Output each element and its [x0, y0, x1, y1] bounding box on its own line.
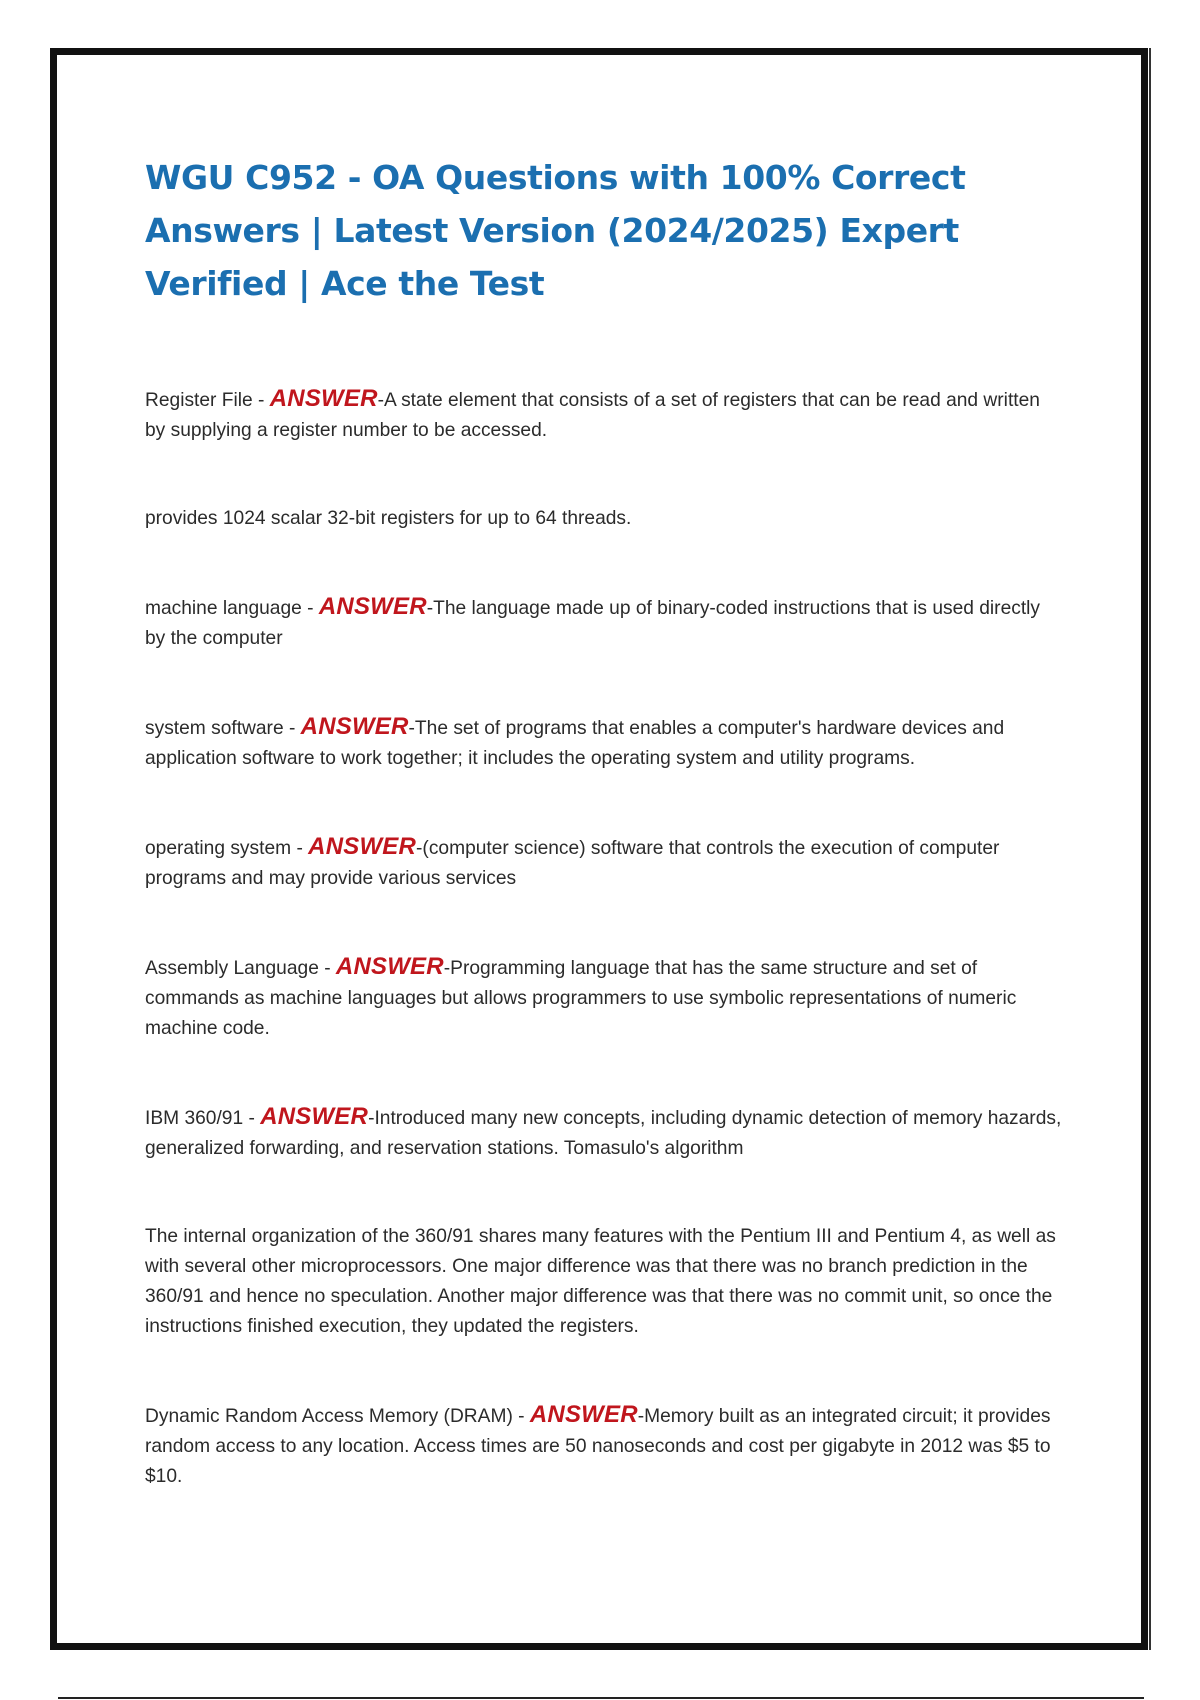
term-label: operating system - [145, 838, 309, 859]
answer-tag: ANSWER [269, 385, 378, 412]
qa-entry-operating-system [145, 832, 1065, 894]
definition-text: -The set of programs that enables a computer's hardware devices and application software to work together; it includes the operating system and utility programs. [145, 718, 1005, 769]
answer-tag: ANSWER [300, 713, 409, 740]
definition-text: -(computer science) software that controls the execution of computer programs and may provide various services [145, 838, 1000, 889]
bottom-divider [58, 1697, 1144, 1699]
definition-text: -Memory built as an integrated circuit; it provides random access to any location. Access times are 50 nanoseconds and cost per gigabyte in 2012 was $5 to $10. [145, 1406, 1051, 1487]
answer-tag: ANSWER [335, 953, 444, 980]
term-label: Dynamic Random Access Memory (DRAM) - [145, 1406, 530, 1427]
answer-tag: ANSWER [260, 1103, 369, 1130]
document-title: WGU C952 - OA Questions with 100% Correct Answers | Latest Version (2024/2025) Expert Verified | Ace the Test [145, 158, 966, 303]
definition-text: -Programming language that has the same structure and set of commands as machine languages but allows programmers to use symbolic representations of numeric machine code. [145, 958, 1017, 1039]
definition-text: -Introduced many new concepts, including dynamic detection of memory hazards, generalized forwarding, and reservation stations. Tomasulo's algorithm [145, 1108, 1062, 1159]
qa-entry-system-software [145, 712, 1065, 774]
answer-tag: ANSWER [308, 833, 417, 860]
qa-list [145, 384, 1065, 1492]
document-content [145, 151, 1065, 1492]
qa-entry-assembly-language [145, 952, 1065, 1044]
definition-text: -A state element that consists of a set of registers that can be read and written by supplying a register number to be accessed. [145, 390, 1040, 441]
answer-tag: ANSWER [318, 593, 427, 620]
term-label: system software - [145, 718, 301, 739]
definition-text: -The language made up of binary-coded instructions that is used directly by the computer [145, 598, 1041, 649]
qa-entry-ibm-360-91 [145, 1102, 1065, 1164]
term-label: Assembly Language - [145, 958, 336, 979]
term-label: Register File - [145, 390, 270, 411]
qa-entry-machine-language [145, 592, 1065, 654]
answer-tag: ANSWER [529, 1401, 638, 1428]
note-register-count: provides 1024 scalar 32-bit registers for up to 64 threads. [145, 508, 632, 529]
page-frame [50, 48, 1148, 1650]
qa-entry-dram [145, 1400, 1065, 1492]
term-label: machine language - [145, 598, 319, 619]
qa-entry-register-file [145, 384, 1065, 446]
term-label: IBM 360/91 - [145, 1108, 261, 1129]
note-360-91-organization: The internal organization of the 360/91 shares many features with the Pentium III and Pentium 4, as well as with several other microprocessors. One major difference was that there was no branch prediction in the 360/91 and hence no speculation. Another major difference was that there was no commit unit, so once the instructions finished execution, they updated the registers. [145, 1226, 1056, 1337]
